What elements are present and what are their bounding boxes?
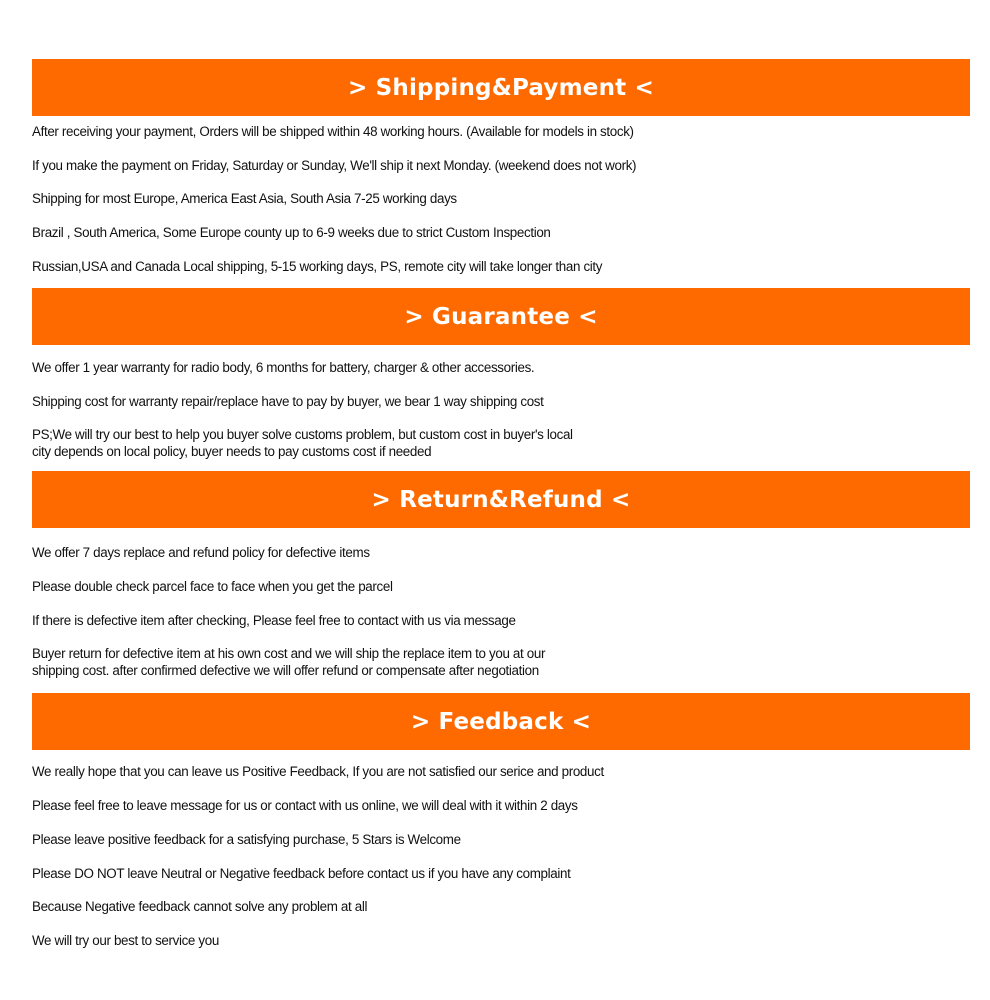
guarantee-line-3: PS;We will try our best to help you buyer solve customs problem, but custom cost in buyer's local bbox=[32, 427, 573, 442]
shipping-payment-header: > Shipping&Payment < bbox=[32, 59, 970, 116]
return-refund-header: > Return&Refund < bbox=[32, 471, 970, 528]
shipping-line-3: Shipping for most Europe, America East Asia, South Asia 7-25 working days bbox=[32, 191, 457, 206]
refund-line-5: shipping cost. after confirmed defective we will offer refund or compensate after negotiation bbox=[32, 663, 539, 678]
feedback-line-1: We really hope that you can leave us Positive Feedback, If you are not satisfied our serice and product bbox=[32, 764, 604, 779]
guarantee-header: > Guarantee < bbox=[32, 288, 970, 345]
guarantee-line-2: Shipping cost for warranty repair/replace have to pay by buyer, we bear 1 way shipping cost bbox=[32, 394, 544, 409]
shipping-line-2: If you make the payment on Friday, Saturday or Sunday, We'll ship it next Monday. (weekend does not work) bbox=[32, 158, 637, 173]
guarantee-line-1: We offer 1 year warranty for radio body, 6 months for battery, charger & other accessories. bbox=[32, 360, 535, 375]
shipping-line-4: Brazil , South America, Some Europe county up to 6-9 weeks due to strict Custom Inspection bbox=[32, 225, 551, 240]
shipping-line-5: Russian,USA and Canada Local shipping, 5-15 working days, PS, remote city will take longer than city bbox=[32, 259, 603, 274]
feedback-line-6: We will try our best to service you bbox=[32, 933, 219, 948]
feedback-line-3: Please leave positive feedback for a satisfying purchase, 5 Stars is Welcome bbox=[32, 832, 461, 847]
refund-line-4: Buyer return for defective item at his own cost and we will ship the replace item to you at our bbox=[32, 646, 546, 661]
shipping-line-1: After receiving your payment, Orders will be shipped within 48 working hours. (Available for models in stock) bbox=[32, 124, 634, 139]
feedback-line-5: Because Negative feedback cannot solve any problem at all bbox=[32, 899, 368, 914]
feedback-header: > Feedback < bbox=[32, 693, 970, 750]
feedback-line-4: Please DO NOT leave Neutral or Negative feedback before contact us if you have any complaint bbox=[32, 866, 571, 881]
refund-line-1: We offer 7 days replace and refund policy for defective items bbox=[32, 545, 370, 560]
refund-line-2: Please double check parcel face to face when you get the parcel bbox=[32, 579, 393, 594]
feedback-line-2: Please feel free to leave message for us or contact with us online, we will deal with it within 2 days bbox=[32, 798, 578, 813]
refund-line-3: If there is defective item after checking, Please feel free to contact with us via message bbox=[32, 613, 516, 628]
guarantee-line-4: city depends on local policy, buyer needs to pay customs cost if needed bbox=[32, 444, 432, 459]
